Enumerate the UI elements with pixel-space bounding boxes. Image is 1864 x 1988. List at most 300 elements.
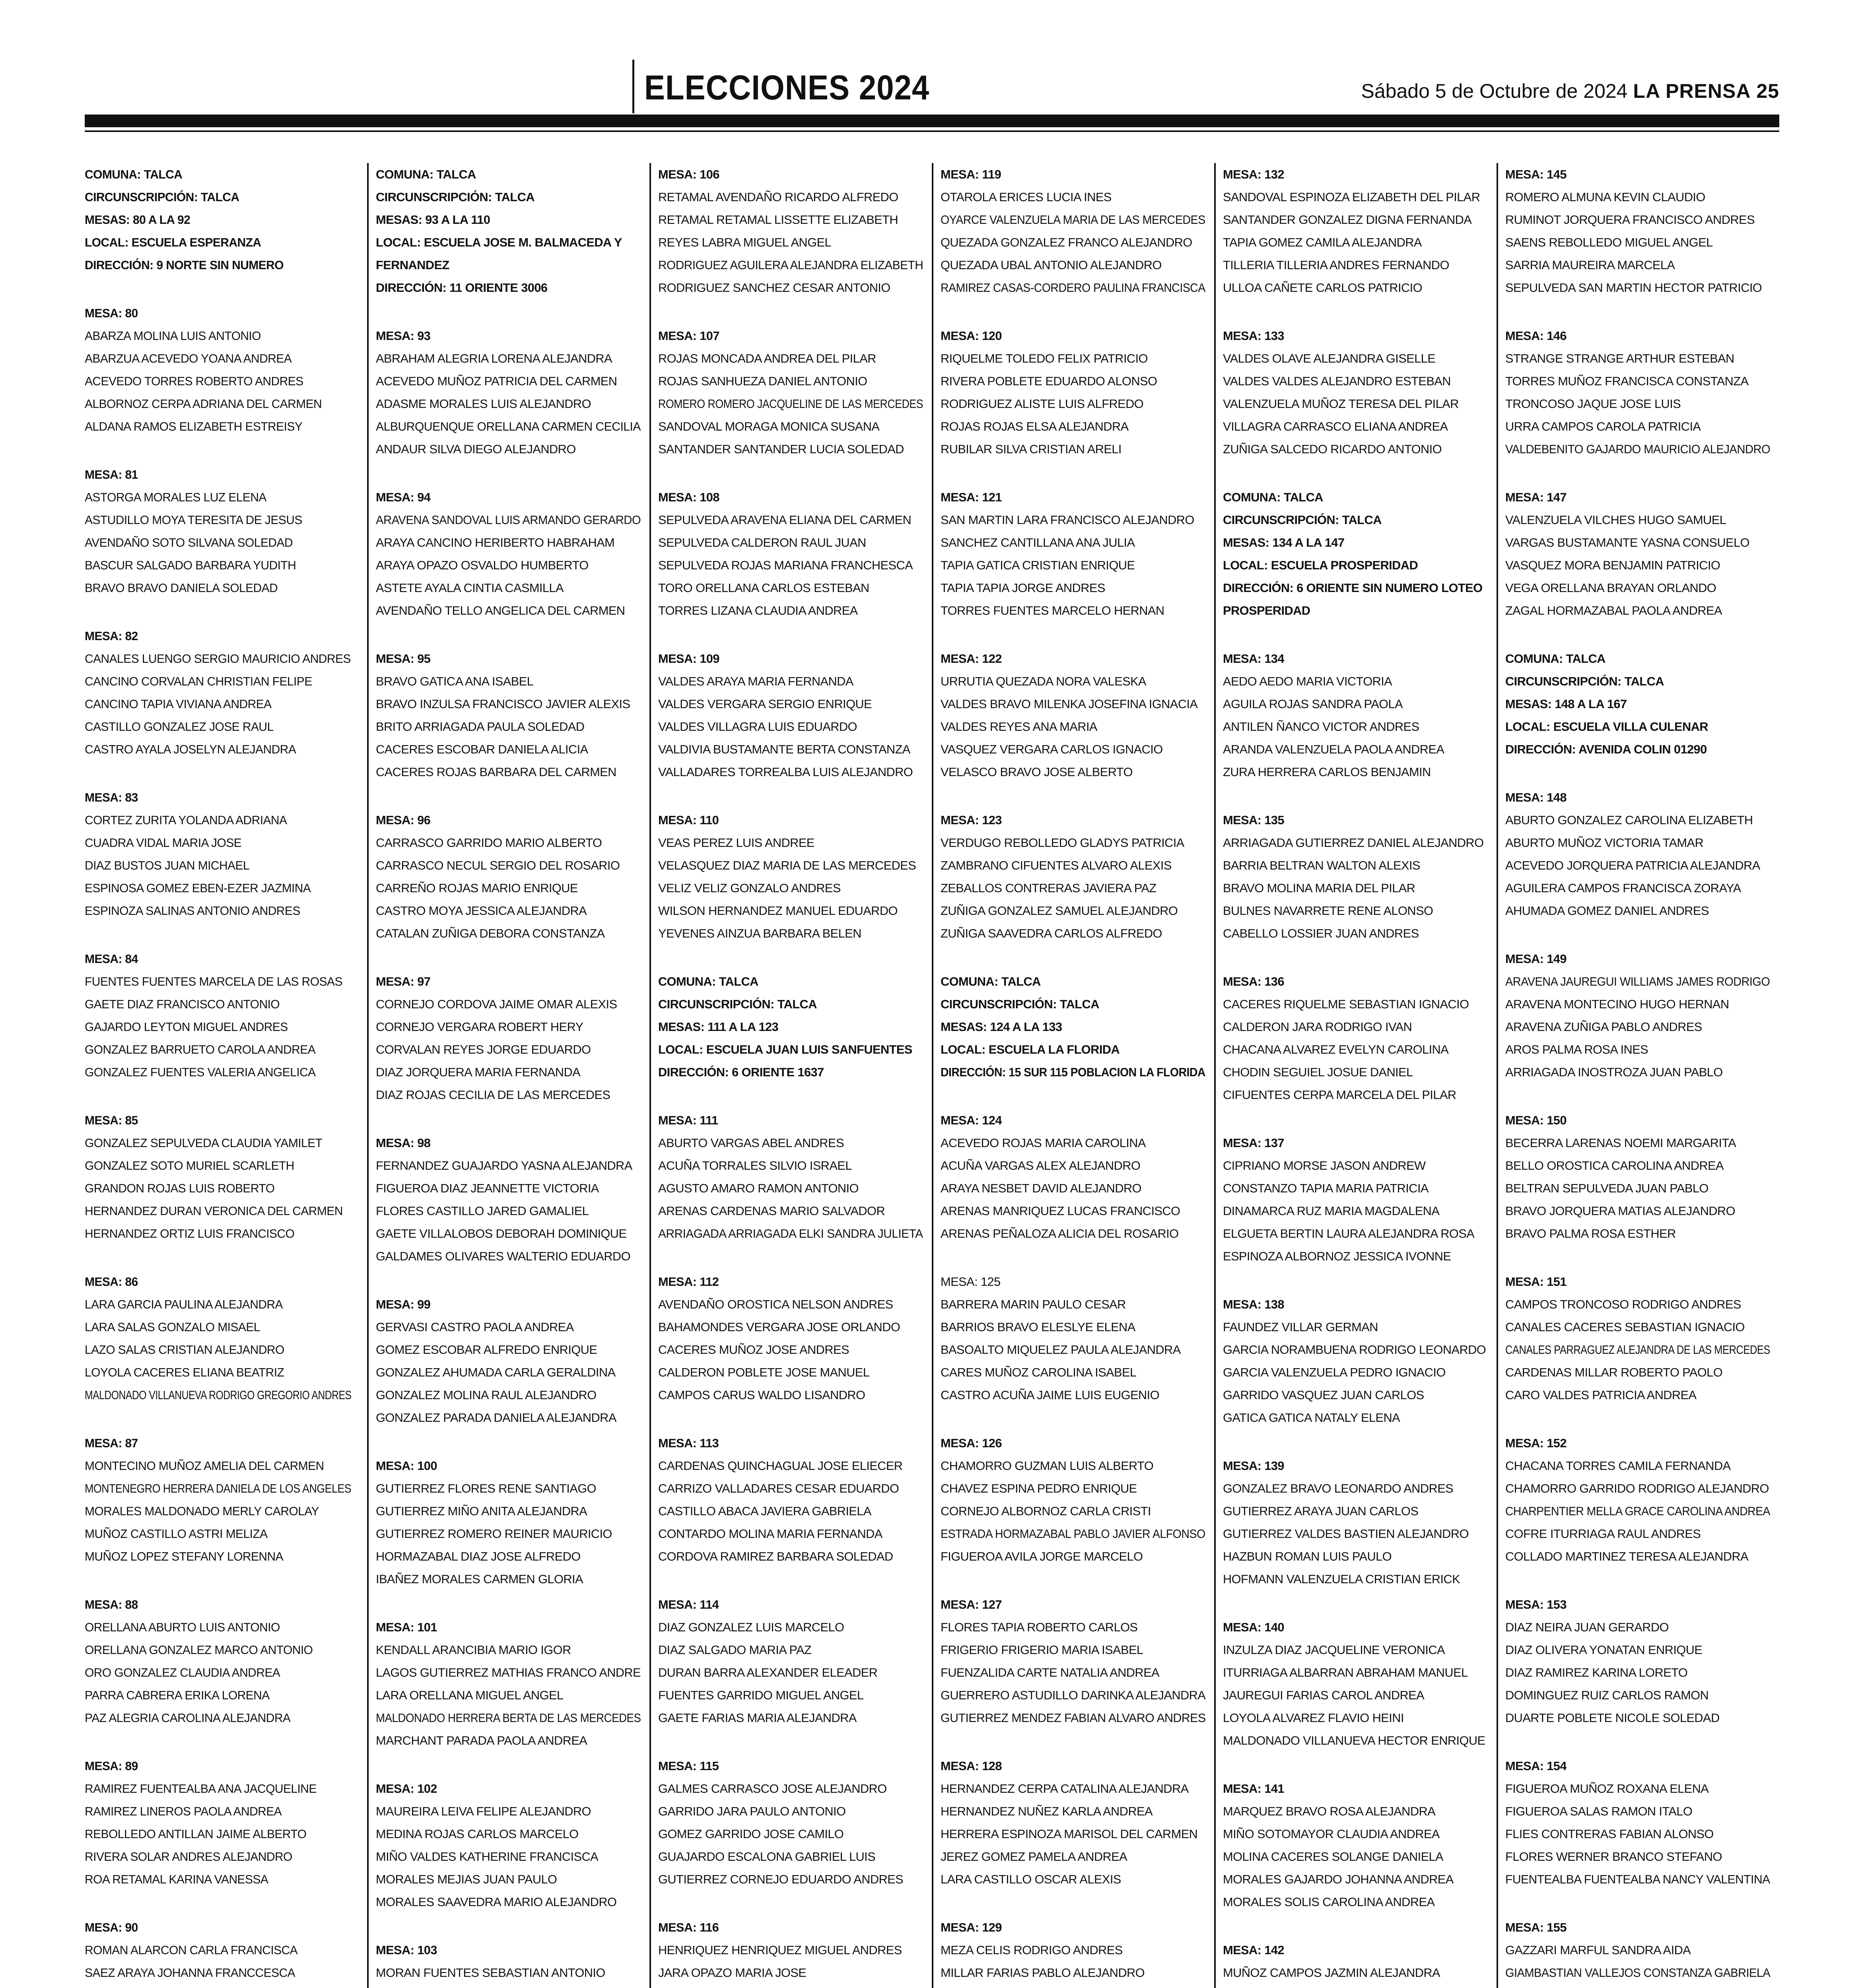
member-name: KENDALL ARANCIBIA MARIO IGOR — [376, 1643, 571, 1657]
member-name: VEAS PEREZ LUIS ANDREE — [658, 836, 814, 850]
mesa-label: MESA: 98 — [376, 1136, 431, 1150]
member-name: DIAZ RAMIREZ KARINA LORETO — [1505, 1666, 1688, 1679]
column-4 — [932, 163, 1214, 1988]
member-name: BRAVO JORQUERA MATIAS ALEJANDRO — [1505, 1204, 1735, 1218]
member-name: JAUREGUI FARIAS CAROL ANDREA — [1223, 1688, 1425, 1702]
polling-place-line: MESAS: 124 A LA 133 — [941, 1020, 1062, 1034]
member-name: CATALAN ZUÑIGA DEBORA CONSTANZA — [376, 926, 605, 940]
member-name: VALDES VALDES ALEJANDRO ESTEBAN — [1223, 374, 1451, 388]
member-name: ACEVEDO MUÑOZ PATRICIA DEL CARMEN — [376, 374, 617, 388]
mesa-block — [376, 1616, 642, 1752]
dateline — [1361, 80, 1779, 103]
mesa-block — [1223, 1939, 1489, 1988]
member-name: VALDEBENITO GAJARDO MAURICIO ALEJANDRO — [1505, 442, 1771, 456]
member-name: CARDENAS MILLAR ROBERTO PAOLO — [1505, 1365, 1723, 1379]
member-name: ROMERO ROMERO JACQUELINE DE LAS MERCEDES — [658, 397, 923, 411]
member-name: GALMES CARRASCO JOSE ALEJANDRO — [658, 1782, 887, 1796]
mesa-block — [1223, 163, 1489, 299]
polling-place-line: LOCAL: ESCUELA PROSPERIDAD — [1223, 558, 1418, 572]
mesa-label: MESA: 151 — [1505, 1275, 1567, 1289]
polling-place-line: MESAS: 93 A LA 110 — [376, 213, 490, 227]
mesa-label: MESA: 153 — [1505, 1598, 1567, 1611]
mesa-label: MESA: 138 — [1223, 1297, 1284, 1311]
member-name: MORAN FUENTES SEBASTIAN ANTONIO — [376, 1966, 605, 1980]
member-name: CASTRO MOYA JESSICA ALEJANDRA — [376, 904, 587, 918]
member-name: GUTIERREZ MIÑO ANITA ALEJANDRA — [376, 1504, 587, 1518]
mesa-label: MESA: 110 — [658, 813, 719, 827]
member-name: HERNANDEZ ORTIZ LUIS FRANCISCO — [85, 1227, 295, 1241]
mesa-block — [376, 809, 642, 945]
member-name: ROJAS SANHUEZA DANIEL ANTONIO — [658, 374, 867, 388]
mesa-label: MESA: 88 — [85, 1598, 138, 1611]
column-1 — [85, 163, 367, 1988]
mesa-block — [376, 1293, 642, 1429]
mesa-block — [1223, 1777, 1489, 1913]
mesa-label: MESA: 125 — [941, 1275, 1001, 1289]
member-name: QUEZADA UBAL ANTONIO ALEJANDRO — [941, 258, 1162, 272]
member-name: CHODIN SEGUIEL JOSUE DANIEL — [1223, 1065, 1413, 1079]
member-name: TORRES FUENTES MARCELO HERNAN — [941, 604, 1164, 617]
mesa-block — [658, 163, 925, 299]
member-name: DIAZ GONZALEZ LUIS MARCELO — [658, 1620, 844, 1634]
member-name: VELASQUEZ DIAZ MARIA DE LAS MERCEDES — [658, 858, 916, 872]
polling-place-line: CIRCUNSCRIPCIÓN: TALCA — [1505, 674, 1664, 688]
polling-place-line: CIRCUNSCRIPCIÓN: TALCA — [376, 190, 535, 204]
member-name: CANALES CACERES SEBASTIAN IGNACIO — [1505, 1320, 1745, 1334]
member-name: VALDES REYES ANA MARIA — [941, 720, 1097, 734]
member-name: ARENAS CARDENAS MARIO SALVADOR — [658, 1204, 885, 1218]
mesa-block — [658, 324, 925, 460]
polling-place-line: MESAS: 134 A LA 147 — [1223, 536, 1345, 549]
member-name: CASTRO AYALA JOSELYN ALEJANDRA — [85, 742, 296, 756]
member-name: CAMPOS CARUS WALDO LISANDRO — [658, 1388, 865, 1402]
member-name: SAEZ ARAYA JOHANNA FRANCCESCA — [85, 1966, 295, 1980]
member-name: ACUÑA VARGAS ALEX ALEJANDRO — [941, 1159, 1141, 1173]
mesa-label: MESA: 81 — [85, 468, 138, 481]
member-name: GUTIERREZ VALDES BASTIEN ALEJANDRO — [1223, 1527, 1469, 1541]
mesa-label: MESA: 107 — [658, 329, 719, 343]
member-name: AGUILERA CAMPOS FRANCISCA ZORAYA — [1505, 881, 1741, 895]
polling-place-line: CIRCUNSCRIPCIÓN: TALCA — [941, 997, 1099, 1011]
member-name: CHACANA TORRES CAMILA FERNANDA — [1505, 1459, 1731, 1473]
mesa-block — [1505, 947, 1772, 1083]
member-name: GAETE FARIAS MARIA ALEJANDRA — [658, 1711, 857, 1725]
mesa-label: MESA: 86 — [85, 1275, 138, 1289]
member-name: VALDES VILLAGRA LUIS EDUARDO — [658, 720, 857, 734]
mesa-label: MESA: 146 — [1505, 329, 1567, 343]
member-name: ARRIAGADA INOSTROZA JUAN PABLO — [1505, 1065, 1723, 1079]
member-name: FLORES TAPIA ROBERTO CARLOS — [941, 1620, 1138, 1634]
member-name: ESPINOSA GOMEZ EBEN-EZER JAZMINA — [85, 881, 311, 895]
member-name: CASTILLO ABACA JAVIERA GABRIELA — [658, 1504, 871, 1518]
mesa-block — [658, 1432, 925, 1568]
member-name: PARRA CABRERA ERIKA LORENA — [85, 1688, 270, 1702]
header-divider — [632, 60, 634, 113]
mesa-block — [941, 809, 1207, 945]
member-name: VASQUEZ VERGARA CARLOS IGNACIO — [941, 742, 1163, 756]
member-name: ZAGAL HORMAZABAL PAOLA ANDREA — [1505, 604, 1722, 617]
member-name: CABELLO LOSSIER JUAN ANDRES — [1223, 926, 1419, 940]
member-name: MARCHANT PARADA PAOLA ANDREA — [376, 1734, 587, 1747]
member-name: DIAZ ROJAS CECILIA DE LAS MERCEDES — [376, 1088, 610, 1102]
member-name: IBAÑEZ MORALES CARMEN GLORIA — [376, 1572, 583, 1586]
member-name: BELLO OROSTICA CAROLINA ANDREA — [1505, 1159, 1724, 1173]
member-name: ABARZUA ACEVEDO YOANA ANDREA — [85, 351, 292, 365]
mesa-block — [1223, 970, 1489, 1106]
member-name: ESTRADA HORMAZABAL PABLO JAVIER ALFONSO — [941, 1527, 1205, 1541]
member-name: GUTIERREZ MENDEZ FABIAN ALVARO ANDRES — [941, 1711, 1206, 1725]
member-name: DOMINGUEZ RUIZ CARLOS RAMON — [1505, 1688, 1709, 1702]
member-name: DINAMARCA RUZ MARIA MAGDALENA — [1223, 1204, 1440, 1218]
member-name: AVENDAÑO OROSTICA NELSON ANDRES — [658, 1297, 893, 1311]
newspaper-name: LA PRENSA — [1633, 80, 1751, 102]
mesa-block — [1505, 1109, 1772, 1245]
mesa-block — [941, 486, 1207, 622]
polling-place-line: LOCAL: ESCUELA ESPERANZA — [85, 235, 261, 249]
member-name: ZURA HERRERA CARLOS BENJAMIN — [1223, 765, 1431, 779]
mesa-label: MESA: 93 — [376, 329, 431, 343]
member-name: GONZALEZ PARADA DANIELA ALEJANDRA — [376, 1411, 616, 1425]
member-name: CORTEZ ZURITA YOLANDA ADRIANA — [85, 813, 287, 827]
member-name: CORDOVA RAMIREZ BARBARA SOLEDAD — [658, 1549, 893, 1563]
member-name: GARCIA NORAMBUENA RODRIGO LEONARDO — [1223, 1343, 1486, 1357]
member-name: SEPULVEDA CALDERON RAUL JUAN — [658, 536, 866, 549]
member-name: VILLAGRA CARRASCO ELIANA ANDREA — [1223, 419, 1448, 433]
polling-place-line: LOCAL: ESCUELA VILLA CULENAR — [1505, 720, 1708, 734]
member-name: BASCUR SALGADO BARBARA YUDITH — [85, 558, 296, 572]
member-name: TAPIA GOMEZ CAMILA ALEJANDRA — [1223, 235, 1422, 249]
member-name: MORALES MALDONADO MERLY CAROLAY — [85, 1504, 319, 1518]
member-name: CALDERON POBLETE JOSE MANUEL — [658, 1365, 870, 1379]
member-name: BRAVO GATICA ANA ISABEL — [376, 674, 534, 688]
mesa-label: MESA: 121 — [941, 490, 1002, 504]
member-name: FIGUEROA SALAS RAMON ITALO — [1505, 1804, 1693, 1818]
member-name: MILLAR FARIAS PABLO ALEJANDRO — [941, 1966, 1145, 1980]
mesa-block — [1505, 1432, 1772, 1568]
member-name: DIAZ NEIRA JUAN GERARDO — [1505, 1620, 1669, 1634]
mesa-block — [658, 1109, 925, 1245]
member-name: ACUÑA TORRALES SILVIO ISRAEL — [658, 1159, 852, 1173]
member-name: MONTENEGRO HERRERA DANIELA DE LOS ANGELES — [85, 1481, 352, 1495]
member-name: FLORES CASTILLO JARED GAMALIEL — [376, 1204, 589, 1218]
member-name: CACERES ESCOBAR DANIELA ALICIA — [376, 742, 588, 756]
member-name: ZEBALLOS CONTRERAS JAVIERA PAZ — [941, 881, 1156, 895]
member-name: GUTIERREZ ROMERO REINER MAURICIO — [376, 1527, 612, 1541]
mesa-block — [941, 1755, 1207, 1891]
member-name: GONZALEZ BRAVO LEONARDO ANDRES — [1223, 1481, 1454, 1495]
mesa-block — [85, 1755, 360, 1891]
polling-place-line: DIRECCIÓN: AVENIDA COLIN 01290 — [1505, 742, 1707, 756]
member-name: RODRIGUEZ AGUILERA ALEJANDRA ELIZABETH — [658, 258, 923, 272]
mesa-label: MESA: 128 — [941, 1759, 1002, 1773]
member-name: ESPINOZA SALINAS ANTONIO ANDRES — [85, 904, 300, 918]
member-name: FIGUEROA AVILA JORGE MARCELO — [941, 1549, 1143, 1563]
member-name: CARRASCO GARRIDO MARIO ALBERTO — [376, 836, 602, 850]
member-name: STRANGE STRANGE ARTHUR ESTEBAN — [1505, 351, 1734, 365]
member-name: INZULZA DIAZ JACQUELINE VERONICA — [1223, 1643, 1445, 1657]
member-name: LARA ORELLANA MIGUEL ANGEL — [376, 1688, 564, 1702]
member-name: AROS PALMA ROSA INES — [1505, 1043, 1648, 1056]
mesa-label: MESA: 149 — [1505, 952, 1567, 966]
header-rule-thin — [85, 130, 1779, 132]
mesa-label: MESA: 147 — [1505, 490, 1567, 504]
member-name: CANCINO CORVALAN CHRISTIAN FELIPE — [85, 674, 312, 688]
member-name: CACERES RIQUELME SEBASTIAN IGNACIO — [1223, 997, 1469, 1011]
member-name: VALLADARES TORREALBA LUIS ALEJANDRO — [658, 765, 913, 779]
member-name: MALDONADO HERRERA BERTA DE LAS MERCEDES — [376, 1711, 641, 1725]
mesa-block — [658, 1755, 925, 1891]
polling-place-line: DIRECCIÓN: 15 SUR 115 POBLACION LA FLORIDA — [941, 1065, 1205, 1079]
member-name: VELASCO BRAVO JOSE ALBERTO — [941, 765, 1133, 779]
mesa-label: MESA: 113 — [658, 1436, 719, 1450]
member-name: ALBORNOZ CERPA ADRIANA DEL CARMEN — [85, 397, 322, 411]
member-name: RAMIREZ FUENTEALBA ANA JACQUELINE — [85, 1782, 317, 1796]
member-name: ACEVEDO TORRES ROBERTO ANDRES — [85, 374, 303, 388]
mesa-block — [85, 1916, 360, 1988]
mesa-block — [1223, 1454, 1489, 1590]
mesa-label: MESA: 122 — [941, 652, 1002, 666]
member-name: DUARTE POBLETE NICOLE SOLEDAD — [1505, 1711, 1720, 1725]
member-name: SEPULVEDA ARAVENA ELIANA DEL CARMEN — [658, 513, 912, 527]
member-name: RETAMAL RETAMAL LISSETTE ELIZABETH — [658, 213, 898, 227]
mesa-label: MESA: 83 — [85, 790, 138, 804]
member-name: SANTANDER SANTANDER LUCIA SOLEDAD — [658, 442, 904, 456]
member-name: JARA OPAZO MARIA JOSE — [658, 1966, 807, 1980]
member-name: FUENZALIDA CARTE NATALIA ANDREA — [941, 1666, 1160, 1679]
member-name: ARENAS MANRIQUEZ LUCAS FRANCISCO — [941, 1204, 1180, 1218]
mesa-label: MESA: 87 — [85, 1436, 138, 1450]
member-name: ANDAUR SILVA DIEGO ALEJANDRO — [376, 442, 576, 456]
mesa-label: MESA: 154 — [1505, 1759, 1567, 1773]
polling-place-header — [1223, 486, 1489, 622]
polling-place-line: FERNANDEZ — [376, 258, 449, 272]
member-name: SANDOVAL MORAGA MONICA SUSANA — [658, 419, 880, 433]
mesa-block — [658, 809, 925, 945]
member-name: VALENZUELA MUÑOZ TERESA DEL PILAR — [1223, 397, 1459, 411]
member-name: ABURTO MUÑOZ VICTORIA TAMAR — [1505, 836, 1704, 850]
member-name: FLORES WERNER BRANCO STEFANO — [1505, 1850, 1722, 1864]
member-name: ARAVENA ZUÑIGA PABLO ANDRES — [1505, 1020, 1702, 1034]
mesa-block — [1505, 1593, 1772, 1729]
member-name: ACEVEDO ROJAS MARIA CAROLINA — [941, 1136, 1146, 1150]
polling-place-line: LOCAL: ESCUELA LA FLORIDA — [941, 1043, 1120, 1056]
member-name: RUMINOT JORQUERA FRANCISCO ANDRES — [1505, 213, 1755, 227]
mesa-label: MESA: 142 — [1223, 1943, 1284, 1957]
member-name: GERVASI CASTRO PAOLA ANDREA — [376, 1320, 574, 1334]
polling-place-line: COMUNA: TALCA — [1505, 652, 1605, 666]
member-name: GONZALEZ SEPULVEDA CLAUDIA YAMILET — [85, 1136, 323, 1150]
mesa-block — [85, 786, 360, 922]
member-name: ITURRIAGA ALBARRAN ABRAHAM MANUEL — [1223, 1666, 1468, 1679]
member-name: MIÑO SOTOMAYOR CLAUDIA ANDREA — [1223, 1827, 1440, 1841]
polling-place-header — [85, 163, 360, 276]
member-name: JEREZ GOMEZ PAMELA ANDREA — [941, 1850, 1127, 1864]
member-name: GUTIERREZ ARAYA JUAN CARLOS — [1223, 1504, 1419, 1518]
mesa-label: MESA: 114 — [658, 1598, 719, 1611]
member-name: YEVENES AINZUA BARBARA BELEN — [658, 926, 861, 940]
mesa-block — [1223, 324, 1489, 460]
mesa-label: MESA: 134 — [1223, 652, 1284, 666]
member-name: AVENDAÑO SOTO SILVANA SOLEDAD — [85, 536, 293, 549]
mesa-label: MESA: 80 — [85, 306, 138, 320]
member-name: GAETE DIAZ FRANCISCO ANTONIO — [85, 997, 280, 1011]
mesa-label: MESA: 82 — [85, 629, 138, 643]
member-name: CORNEJO CORDOVA JAIME OMAR ALEXIS — [376, 997, 617, 1011]
mesa-label: MESA: 150 — [1505, 1113, 1567, 1127]
member-name: BRAVO MOLINA MARIA DEL PILAR — [1223, 881, 1415, 895]
member-name: RIQUELME TOLEDO FELIX PATRICIO — [941, 351, 1148, 365]
member-name: ELGUETA BERTIN LAURA ALEJANDRA ROSA — [1223, 1227, 1475, 1241]
member-name: HERRERA ESPINOZA MARISOL DEL CARMEN — [941, 1827, 1198, 1841]
mesa-block — [658, 1593, 925, 1729]
member-name: CANALES PARRAGUEZ ALEJANDRA DE LAS MERCEDES — [1505, 1343, 1770, 1357]
polling-place-line: DIRECCIÓN: 6 ORIENTE SIN NUMERO LOTEO — [1223, 581, 1483, 595]
mesa-block — [85, 1593, 360, 1729]
member-name: ROA RETAMAL KARINA VANESSA — [85, 1872, 268, 1886]
column-6 — [1497, 163, 1779, 1988]
member-name: VELIZ VELIZ GONZALO ANDRES — [658, 881, 841, 895]
polling-place-header — [941, 970, 1207, 1083]
member-name: WILSON HERNANDEZ MANUEL EDUARDO — [658, 904, 898, 918]
member-name: MEDINA ROJAS CARLOS MARCELO — [376, 1827, 579, 1841]
member-name: ARAYA NESBET DAVID ALEJANDRO — [941, 1181, 1142, 1195]
member-name: ARAVENA SANDOVAL LUIS ARMANDO GERARDO — [376, 513, 641, 527]
member-name — [85, 1984, 351, 1988]
polling-place-line: COMUNA: TALCA — [658, 975, 758, 988]
member-name: CARRIZO VALLADARES CESAR EDUARDO — [658, 1481, 899, 1495]
member-name: LOYOLA CACERES ELIANA BEATRIZ — [85, 1365, 284, 1379]
mesa-label: MESA: 111 — [658, 1113, 718, 1127]
polling-place-line: LOCAL: ESCUELA JOSE M. BALMACEDA Y — [376, 235, 622, 249]
member-name: GUTIERREZ CORNEJO EDUARDO ANDRES — [658, 1872, 904, 1886]
member-name: AGUSTO AMARO RAMON ANTONIO — [658, 1181, 859, 1195]
mesa-block — [376, 1777, 642, 1913]
member-name: BARRIA BELTRAN WALTON ALEXIS — [1223, 858, 1420, 872]
mesa-block — [85, 947, 360, 1083]
polling-place-line: COMUNA: TALCA — [1223, 490, 1323, 504]
member-name: MAUREIRA LEIVA FELIPE ALEJANDRO — [376, 1804, 591, 1818]
member-name: SAENS REBOLLEDO MIGUEL ANGEL — [1505, 235, 1713, 249]
member-name: HAZBUN ROMAN LUIS PAULO — [1223, 1549, 1392, 1563]
member-name: CASTILLO GONZALEZ JOSE RAUL — [85, 720, 274, 734]
member-name: ROJAS ROJAS ELSA ALEJANDRA — [941, 419, 1129, 433]
member-name: GUAJARDO ESCALONA GABRIEL LUIS — [658, 1850, 876, 1864]
member-name: LARA SALAS GONZALO MISAEL — [85, 1320, 260, 1334]
member-name: TAPIA GATICA CRISTIAN ENRIQUE — [941, 558, 1135, 572]
mesa-block — [941, 324, 1207, 460]
mesa-block — [376, 1454, 642, 1590]
member-name: ZUÑIGA SAAVEDRA CARLOS ALFREDO — [941, 926, 1162, 940]
polling-place-line: COMUNA: TALCA — [85, 167, 183, 181]
mesa-block — [85, 625, 360, 761]
polling-place-line: CIRCUNSCRIPCIÓN: TALCA — [1223, 513, 1382, 527]
mesa-label: MESA: 155 — [1505, 1920, 1567, 1934]
mesa-label: MESA: 115 — [658, 1759, 719, 1773]
member-name: VEGA ORELLANA BRAYAN ORLANDO — [1505, 581, 1716, 595]
member-name: GARRIDO JARA PAULO ANTONIO — [658, 1804, 846, 1818]
member-name: BARRERA MARIN PAULO CESAR — [941, 1297, 1126, 1311]
member-name: CARRASCO NECUL SERGIO DEL ROSARIO — [376, 858, 620, 872]
member-name: BASOALTO MIQUELEZ PAULA ALEJANDRA — [941, 1343, 1181, 1357]
polling-place-line: COMUNA: TALCA — [376, 167, 476, 181]
member-name: DURAN BARRA ALEXANDER ELEADER — [658, 1666, 878, 1679]
member-name: BECERRA LARENAS NOEMI MARGARITA — [1505, 1136, 1736, 1150]
member-name: AVENDAÑO TELLO ANGELICA DEL CARMEN — [376, 604, 625, 617]
polling-place-line: MESAS: 111 A LA 123 — [658, 1020, 779, 1034]
member-name: CORVALAN REYES JORGE EDUARDO — [376, 1043, 591, 1056]
columns-container — [85, 163, 1779, 1988]
mesa-block — [1223, 1132, 1489, 1268]
mesa-block — [658, 486, 925, 622]
member-name: MUÑOZ CAMPOS JAZMIN ALEJANDRA — [1223, 1966, 1440, 1980]
member-name: CARDENAS QUINCHAGUAL JOSE ELIECER — [658, 1459, 903, 1473]
member-name: MALDONADO VILLANUEVA RODRIGO GREGORIO ANDRES — [85, 1388, 352, 1402]
mesa-block — [85, 1109, 360, 1245]
mesa-label: MESA: 133 — [1223, 329, 1284, 343]
header-rule-thick — [85, 115, 1779, 127]
member-name: GRANDON ROJAS LUIS ROBERTO — [85, 1181, 275, 1195]
member-name: ACEVEDO JORQUERA PATRICIA ALEJANDRA — [1505, 858, 1760, 872]
member-name: DIAZ OLIVERA YONATAN ENRIQUE — [1505, 1643, 1703, 1657]
member-name: ARANDA VALENZUELA PAOLA ANDREA — [1223, 742, 1444, 756]
member-name: RIVERA SOLAR ANDRES ALEJANDRO — [85, 1850, 292, 1864]
member-name: ABRAHAM ALEGRIA LORENA ALEJANDRA — [376, 351, 612, 365]
member-name: GONZALEZ BARRUETO CAROLA ANDREA — [85, 1043, 316, 1056]
member-name: CACERES ROJAS BARBARA DEL CARMEN — [376, 765, 616, 779]
mesa-block — [941, 1270, 1207, 1406]
mesa-label: MESA: 126 — [941, 1436, 1002, 1450]
member-name: ORELLANA ABURTO LUIS ANTONIO — [85, 1620, 280, 1634]
mesa-label: MESA: 137 — [1223, 1136, 1284, 1150]
mesa-label: MESA: 120 — [941, 329, 1002, 343]
polling-place-line: DIRECCIÓN: 11 ORIENTE 3006 — [376, 281, 548, 295]
mesa-label: MESA: 119 — [941, 167, 1001, 181]
member-name: ZUÑIGA SALCEDO RICARDO ANTONIO — [1223, 442, 1442, 456]
member-name: VALDES OLAVE ALEJANDRA GISELLE — [1223, 351, 1436, 365]
member-name: VERDUGO REBOLLEDO GLADYS PATRICIA — [941, 836, 1184, 850]
mesa-block — [658, 1270, 925, 1406]
member-name: RODRIGUEZ SANCHEZ CESAR ANTONIO — [658, 281, 890, 295]
mesa-label: MESA: 116 — [658, 1920, 719, 1934]
member-name: BELTRAN SEPULVEDA JUAN PABLO — [1505, 1181, 1709, 1195]
member-name: GONZALEZ MOLINA RAUL ALEJANDRO — [376, 1388, 597, 1402]
mesa-block — [85, 1432, 360, 1568]
member-name: RAMIREZ LINEROS PAOLA ANDREA — [85, 1804, 282, 1818]
member-name: COLLADO MARTINEZ TERESA ALEJANDRA — [1505, 1549, 1749, 1563]
mesa-label: MESA: 95 — [376, 652, 431, 666]
member-name: CANALES LUENGO SERGIO MAURICIO ANDRES — [85, 652, 351, 666]
member-name: ROMAN ALARCON CARLA FRANCISCA — [85, 1943, 298, 1957]
member-name: HORMAZABAL DIAZ JOSE ALFREDO — [376, 1549, 581, 1563]
member-name: TRONCOSO JAQUE JOSE LUIS — [1505, 397, 1681, 411]
member-name: ADASME MORALES LUIS ALEJANDRO — [376, 397, 591, 411]
member-name: ROMERO ALMUNA KEVIN CLAUDIO — [1505, 190, 1705, 204]
member-name: ESPINOZA ALBORNOZ JESSICA IVONNE — [1223, 1249, 1451, 1263]
member-name: GONZALEZ AHUMADA CARLA GERALDINA — [376, 1365, 616, 1379]
member-name: LAZO SALAS CRISTIAN ALEJANDRO — [85, 1343, 284, 1357]
member-name: MORALES SOLIS CAROLINA ANDREA — [1223, 1895, 1435, 1909]
member-name: SANTANDER GONZALEZ DIGNA FERNANDA — [1223, 213, 1472, 227]
member-name: ULLOA CAÑETE CARLOS PATRICIO — [1223, 281, 1422, 295]
member-name: TORRES MUÑOZ FRANCISCA CONSTANZA — [1505, 374, 1749, 388]
member-name: MORALES GAJARDO JOHANNA ANDREA — [1223, 1872, 1454, 1886]
mesa-label: MESA: 127 — [941, 1598, 1002, 1611]
member-name: ARRIAGADA ARRIAGADA ELKI SANDRA JULIETA — [658, 1227, 923, 1241]
mesa-label: MESA: 129 — [941, 1920, 1002, 1934]
mesa-block — [376, 1939, 642, 1988]
member-name: FIGUEROA MUÑOZ ROXANA ELENA — [1505, 1782, 1709, 1796]
member-name: ARRIAGADA GUTIERREZ DANIEL ALEJANDRO — [1223, 836, 1484, 850]
